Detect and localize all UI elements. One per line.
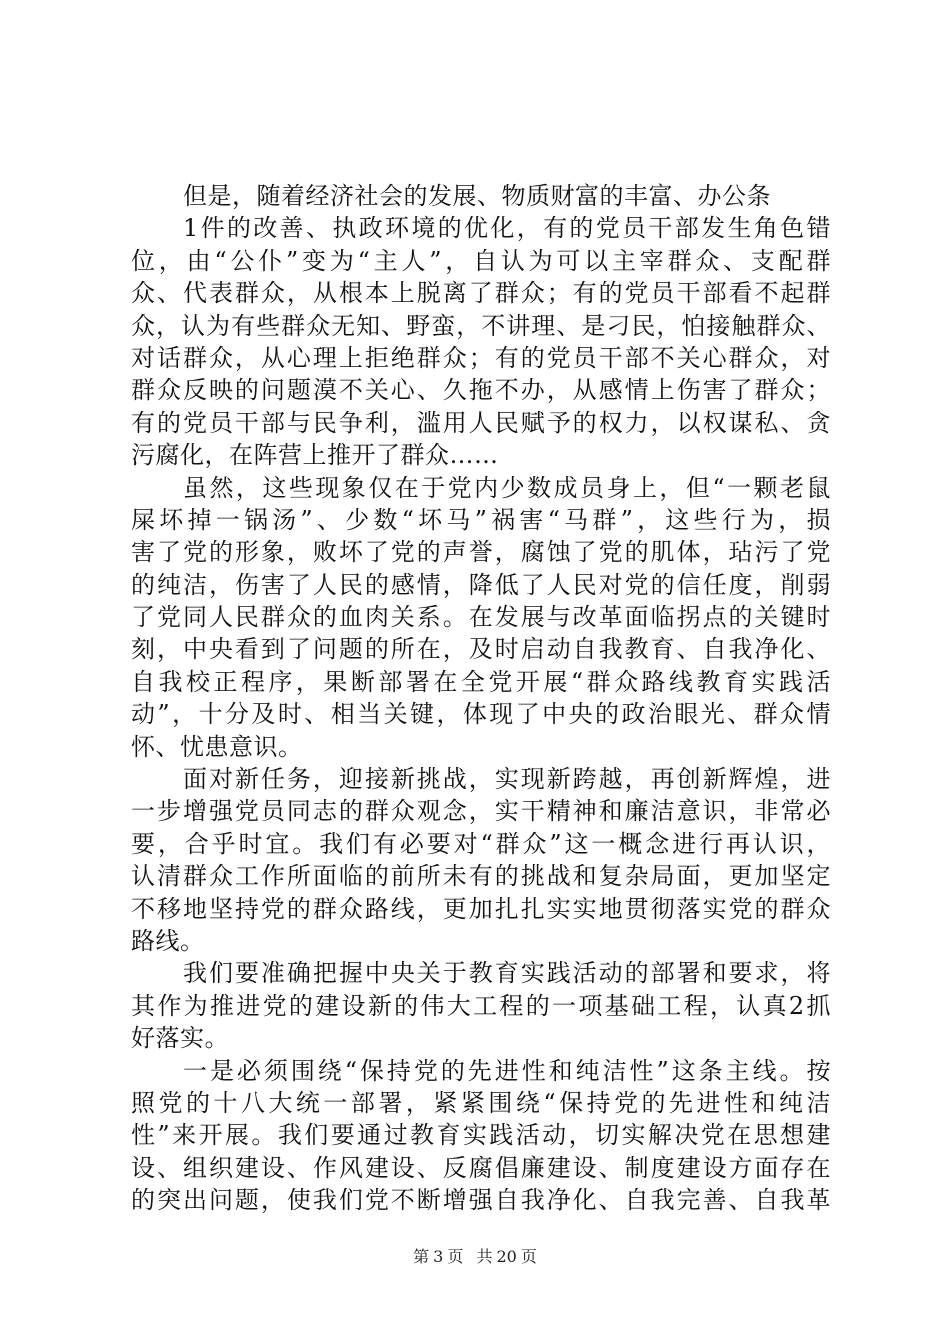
text-line: 要，合乎时宜。我们有必要对“群众”这一概念进行再认识， — [131, 829, 831, 858]
text-line: 路线。 — [131, 926, 205, 955]
text-line: 自我校正程序，果断部署在全党开展“群众路线教育实践活 — [131, 667, 831, 696]
text-line: 照党的十八大统一部署，紧紧围绕“保持党的先进性和纯洁 — [131, 1088, 831, 1117]
text-line: 的突出问题，使我们党不断增强自我净化、自我完善、自我革 — [131, 1186, 831, 1215]
text-line: 动”，十分及时、相当关键，体现了中央的政治眼光、群众情 — [131, 700, 831, 729]
text-line: 一是必须围绕“保持党的先进性和纯洁性”这条主线。按 — [183, 1056, 831, 1085]
text-line: 的纯洁，伤害了人民的感情，降低了人民对党的信任度，削弱 — [131, 570, 831, 599]
text-line: 屎坏掉一锅汤”、少数“坏马”祸害“马群”，这些行为，损 — [131, 505, 831, 534]
text-line: 对话群众，从心理上拒绝群众；有的党员干部不关心群众，对 — [131, 343, 831, 372]
text-line: 其作为推进党的建设新的伟大工程的一项基础工程，认真2抓 — [131, 991, 831, 1020]
page-footer — [0, 1244, 950, 1267]
text-line: 一步增强党员同志的群众观念，实干精神和廉洁意识，非常必 — [131, 797, 831, 826]
page-number: 第 3 页 — [413, 1247, 464, 1266]
text-line: 刻，中央看到了问题的所在，及时启动自我教育、自我净化、 — [131, 635, 831, 664]
text-line: 面对新任务，迎接新挑战，实现新跨越，再创新辉煌，进 — [183, 765, 831, 794]
text-line: 了党同人民群众的血肉关系。在发展与改革面临拐点的关键时 — [131, 603, 831, 632]
document-body — [131, 180, 831, 1217]
text-line: 怀、忧患意识。 — [131, 732, 303, 761]
text-line: 好落实。 — [131, 1024, 229, 1053]
text-line: 众、代表群众，从根本上脱离了群众；有的党员干部看不起群 — [131, 279, 831, 308]
text-line: 设、组织建设、作风建设、反腐倡廉建设、制度建设方面存在 — [131, 1153, 831, 1182]
total-pages: 共 20 页 — [476, 1247, 537, 1266]
text-line: 但是，随着经济社会的发展、物质财富的丰富、办公条 — [183, 182, 771, 210]
text-line: 1件的改善、执政环境的优化，有的党员干部发生角色错 — [183, 214, 831, 243]
text-line: 不移地坚持党的群众路线，更加扎扎实实地贯彻落实党的群众 — [131, 894, 831, 923]
text-line: 污腐化，在阵营上推开了群众…… — [131, 441, 499, 470]
text-line: 有的党员干部与民争利，滥用人民赋予的权力，以权谋私、贪 — [131, 408, 831, 437]
text-line: 虽然，这些现象仅在于党内少数成员身上，但“一颗老鼠 — [183, 473, 831, 502]
text-line: 群众反映的问题漠不关心、久拖不办，从感情上伤害了群众； — [131, 376, 831, 405]
text-line: 认清群众工作所面临的前所未有的挑战和复杂局面，更加坚定 — [131, 862, 831, 891]
text-line: 我们要准确把握中央关于教育实践活动的部署和要求，将 — [183, 959, 831, 988]
text-line: 害了党的形象，败坏了党的声誉，腐蚀了党的肌体，玷污了党 — [131, 538, 831, 567]
text-line: 性”来开展。我们要通过教育实践活动，切实解决党在思想建 — [131, 1121, 831, 1150]
text-line: 位，由“公仆”变为“主人”，自认为可以主宰群众、支配群 — [131, 246, 831, 275]
text-line: 众，认为有些群众无知、野蛮，不讲理、是刁民，怕接触群众、 — [131, 311, 831, 340]
